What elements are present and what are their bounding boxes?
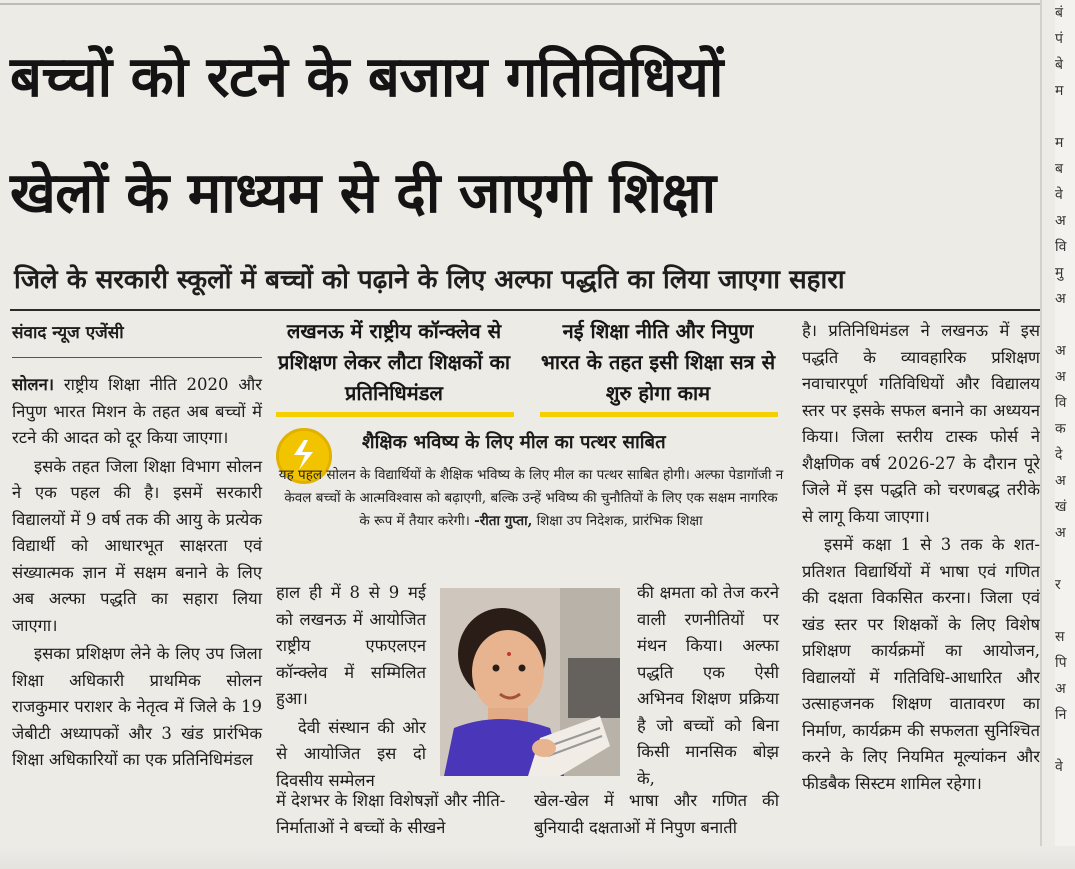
edge-char (1055, 104, 1075, 130)
col3-bottom-text: खेल-खेल में भाषा और गणित की बुनियादी दक्षताओं में निपुण बनाती (534, 791, 779, 837)
col1-paragraph-2: इसके तहत जिला शिक्षा विभाग सोलन ने एक पहल की है। इसमें सरकारी विद्यालयों में 9 वर्ष तक की आयु के प्रत्येक विद्यार्थी को आधारभूत साक्षरता एवं संख्यात्मक ज्ञान में सक्षम बनाने के लिए अब अल्फा पद्धति का सहारा लिया जाएगा। (12, 456, 262, 635)
col2-paragraph-1: हाल ही में 8 से 9 मई को लखनऊ में आयोजित राष्ट्रीय एफएलएन कॉन्क्लेव में सम्मिलित हुआ। (276, 583, 426, 708)
col1-paragraph-1 (12, 372, 262, 452)
edge-char: वे (1055, 759, 1063, 775)
edge-char: अ (1055, 681, 1066, 697)
edge-char: र (1055, 577, 1061, 593)
edge-char: अ (1055, 525, 1066, 541)
quote-designation: शिक्षा उप निदेशक, प्रारंभिक शिक्षा (532, 513, 703, 529)
edge-char: पि (1055, 655, 1067, 671)
callout-2: नई शिक्षा नीति और निपुण भारत के तहत इसी शिक्षा सत्र से शुरु होगा काम (540, 319, 776, 405)
edge-char: वि (1055, 395, 1067, 411)
quote-author: -रीता गुप्ता, (474, 513, 533, 529)
callout-2-bar (540, 412, 778, 417)
edge-char: म (1055, 83, 1064, 99)
quote-box (272, 424, 786, 564)
column-2-bottom (276, 788, 516, 841)
col4-paragraph-2: इसमें कक्षा 1 से 3 तक के शत-प्रतिशत विद्यार्थियों में भाषा एवं गणित की दक्षता विकसित करना। जिला एवं खंड स्तर पर शिक्षकों के लिए विशेष प्रशिक्षण कार्यक्रमों का आयोजन, विद्यालयों में गतिविधि-आधारित और उत्साहजनक शिक्षण वातावरण का निर्माण, कार्यक्रम की सफलता सुनिश्चित करने के लिए नियमित मूल्यांकन और फीडबैक सिस्टम शामिल रहेगा। (802, 535, 1040, 793)
edge-char: पं (1055, 31, 1063, 47)
col1-p1-text: राष्ट्रीय शिक्षा नीति 2020 और निपुण भारत मिशन के तहत अब बच्चों में रटने की आदत को दूर किया जाएगा। (12, 375, 262, 447)
edge-char (1055, 312, 1075, 338)
column-4 (802, 318, 1040, 797)
dateline: सोलन। (12, 375, 55, 394)
article-photo (440, 588, 620, 776)
edge-char (1055, 728, 1075, 754)
column-2 (276, 580, 426, 794)
edge-char (1055, 598, 1075, 624)
edge-char: स (1055, 629, 1065, 645)
edge-char: मु (1055, 265, 1064, 281)
edge-char: अ (1055, 369, 1066, 385)
quote-body: यह पहल सोलन के विद्यार्थियों के शैक्षिक भविष्य के लिए मील का पत्थर साबित होगी। अल्फा पेडागॉजी न केवल बच्चों के आत्मविश्वास को बढ़ाएगी, बल्कि उन्हें भविष्य की चुनौतियों के लिए एक सक्षम नागरिक के रूप में तैयार करेगी। (278, 467, 784, 529)
edge-char: बं (1055, 5, 1063, 21)
quote-title: शैक्षिक भविष्य के लिए मील का पत्थर साबित (362, 432, 666, 453)
edge-char: वे (1055, 187, 1063, 203)
edge-char: म (1055, 135, 1064, 151)
edge-char: अ (1055, 213, 1066, 229)
edge-char: क (1055, 421, 1066, 437)
col2-paragraph-2: देवी संस्थान की ओर से आयोजित इस दो दिवसीय सम्मेलन (276, 717, 426, 790)
agency-byline: संवाद न्यूज एजेंसी (12, 323, 124, 343)
headline-line-2: खेलों के माध्यम से दी जाएगी शिक्षा (10, 161, 716, 226)
edge-char: खं (1055, 499, 1067, 515)
col3-paragraph-1: की क्षमता को तेज करने वाली रणनीतियों पर मंथन किया। अल्फा पद्धति एक ऐसी अभिनव शिक्षण प्रक्रिया है जो बच्चों को बिना किसी मानसिक बोझ के, (637, 583, 779, 788)
col2-bottom-text: में देशभर के शिक्षा विशेषज्ञों और नीति-निर्माताओं ने बच्चों के सीखने (276, 791, 506, 837)
column-3-bottom (534, 788, 779, 841)
edge-char: बे (1055, 57, 1063, 73)
adjacent-article-edge (1055, 0, 1075, 869)
child-photo-image (440, 588, 620, 776)
edge-char: दे (1055, 447, 1063, 463)
col4-paragraph-1: है। प्रतिनिधिमंडल ने लखनऊ में इस पद्धति के व्यावहारिक प्रशिक्षण नवाचारपूर्ण गतिविधियों और विद्यालय स्तर पर इसके सफल बनाने का अध्ययन किया। जिला स्तरीय टास्क फोर्स ने शैक्षणिक वर्ष 2026-27 के दौरान पूरे जिले में इस पद्धति को चरणबद्ध तरीके से लागू किया जाएगा। (802, 321, 1040, 526)
column-divider (1040, 0, 1042, 869)
callout-1: लखनऊ में राष्ट्रीय कॉन्क्लेव से प्रशिक्षण लेकर लौटा शिक्षकों का प्रतिनिधिमंडल (277, 319, 511, 405)
edge-char: अ (1055, 291, 1066, 307)
headline-line-1: बच्चों को रटने के बजाय गतिविधियों (10, 45, 723, 110)
callout-1-bar (276, 412, 514, 417)
bottom-cutoff (0, 846, 1075, 869)
column-1 (12, 372, 262, 774)
column-3 (637, 580, 779, 792)
subheadline: जिले के सरकारी स्कूलों में बच्चों को पढ़ाने के लिए अल्फा पद्धति का लिया जाएगा सहारा (14, 265, 845, 295)
quote-text (278, 464, 784, 533)
top-rule (0, 3, 1040, 5)
edge-char (1055, 546, 1075, 572)
edge-char: अ (1055, 343, 1066, 359)
headline-divider (10, 309, 1042, 311)
edge-char: नि (1055, 707, 1067, 723)
edge-char: अ (1055, 473, 1066, 489)
edge-char: वि (1055, 239, 1067, 255)
byline-rule (12, 357, 262, 358)
col1-paragraph-3: इसका प्रशिक्षण लेने के लिए उप जिला शिक्षा अधिकारी प्राथमिक सोलन राजकुमार पराशर के नेतृत्व में जिले के 19 जेबीटी अध्यापकों और 3 खंड प्रारंभिक शिक्षा अधिकारियों का एक प्रतिनिधिमंडल (12, 644, 262, 769)
edge-char: ब (1055, 161, 1063, 177)
